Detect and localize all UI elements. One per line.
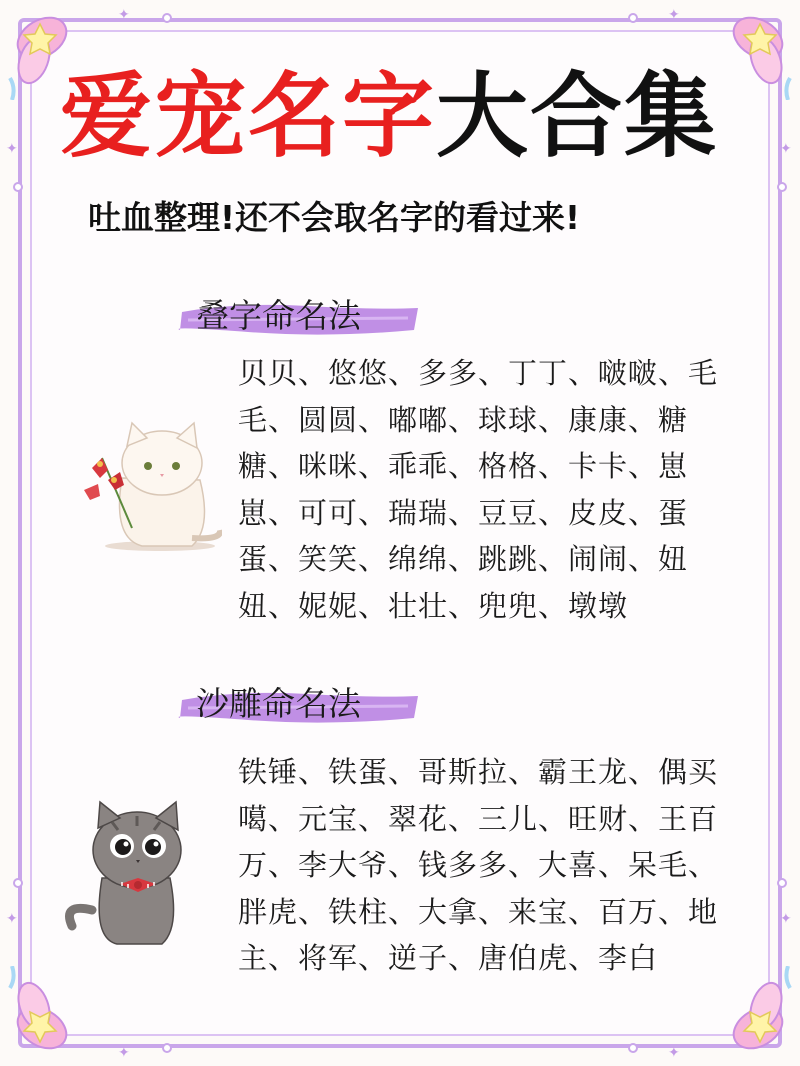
section-heading-repeated-names: [178, 290, 446, 342]
name-list-funny: 铁锤、铁蛋、哥斯拉、霸王龙、偶买噶、元宝、翠花、三儿、旺财、王百万、李大爷、钱多多、大喜、呆毛、胖虎、铁柱、大拿、来宝、百万、地主、将军、逆子、唐伯虎、李白: [238, 755, 719, 975]
sparkle-icon: ✦: [6, 911, 18, 927]
sparkle-icon: ✦: [6, 141, 18, 157]
frame-dot: [628, 13, 638, 23]
title-highlight: 爱宠名字: [60, 63, 437, 170]
name-list-repeated: 贝贝、悠悠、多多、丁丁、啵啵、毛毛、圆圆、嘟嘟、球球、康康、糖糖、咪咪、乖乖、格格、卡卡、崽崽、可可、瑞瑞、豆豆、皮皮、蛋蛋、笑笑、绵绵、跳跳、闹闹、妞妞、妮妮、壮壮、兜兜、墩墩: [238, 356, 719, 623]
page-subtitle: 吐血整理!还不会取名字的看过来!: [88, 198, 581, 237]
section-heading-text: 叠字命名法: [196, 296, 361, 335]
title-rest: 大合集: [436, 63, 719, 170]
cat-with-flowers-illustration: [72, 418, 222, 553]
section-heading-funny-names: [178, 678, 446, 730]
frame-dot: [162, 13, 172, 23]
frame-dot: [628, 1043, 638, 1053]
sparkle-icon: ✦: [118, 1045, 130, 1061]
frame-dot: [162, 1043, 172, 1053]
frame-dot: [13, 182, 23, 192]
corner-bow-star-icon: [0, 966, 100, 1066]
gray-cat-with-bowtie-illustration: [62, 798, 197, 948]
sparkle-icon: ✦: [668, 1045, 680, 1061]
frame-dot: [13, 878, 23, 888]
sparkle-icon: ✦: [118, 7, 130, 23]
sparkle-icon: ✦: [780, 911, 792, 927]
section-heading-text: 沙雕命名法: [196, 684, 361, 723]
frame-dot: [777, 182, 787, 192]
page-title: [60, 62, 740, 172]
frame-dot: [777, 878, 787, 888]
sparkle-icon: ✦: [668, 7, 680, 23]
sparkle-icon: ✦: [780, 141, 792, 157]
